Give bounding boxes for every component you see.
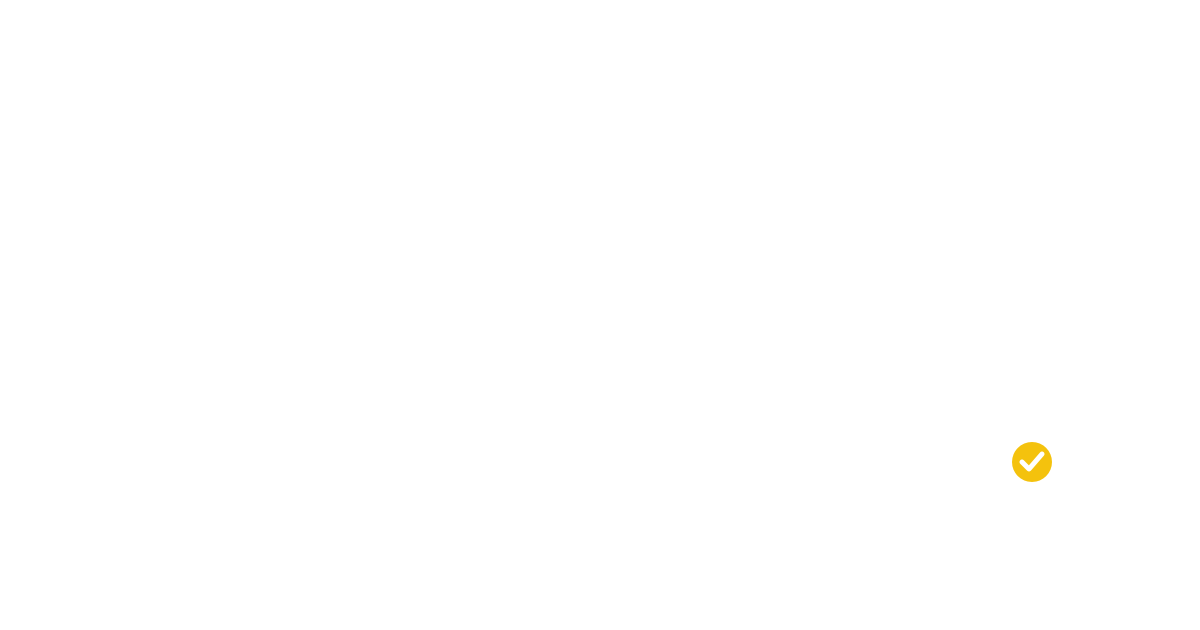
- check-icon: [1012, 442, 1052, 482]
- check-for-updates-badge[interactable]: [1012, 440, 1142, 485]
